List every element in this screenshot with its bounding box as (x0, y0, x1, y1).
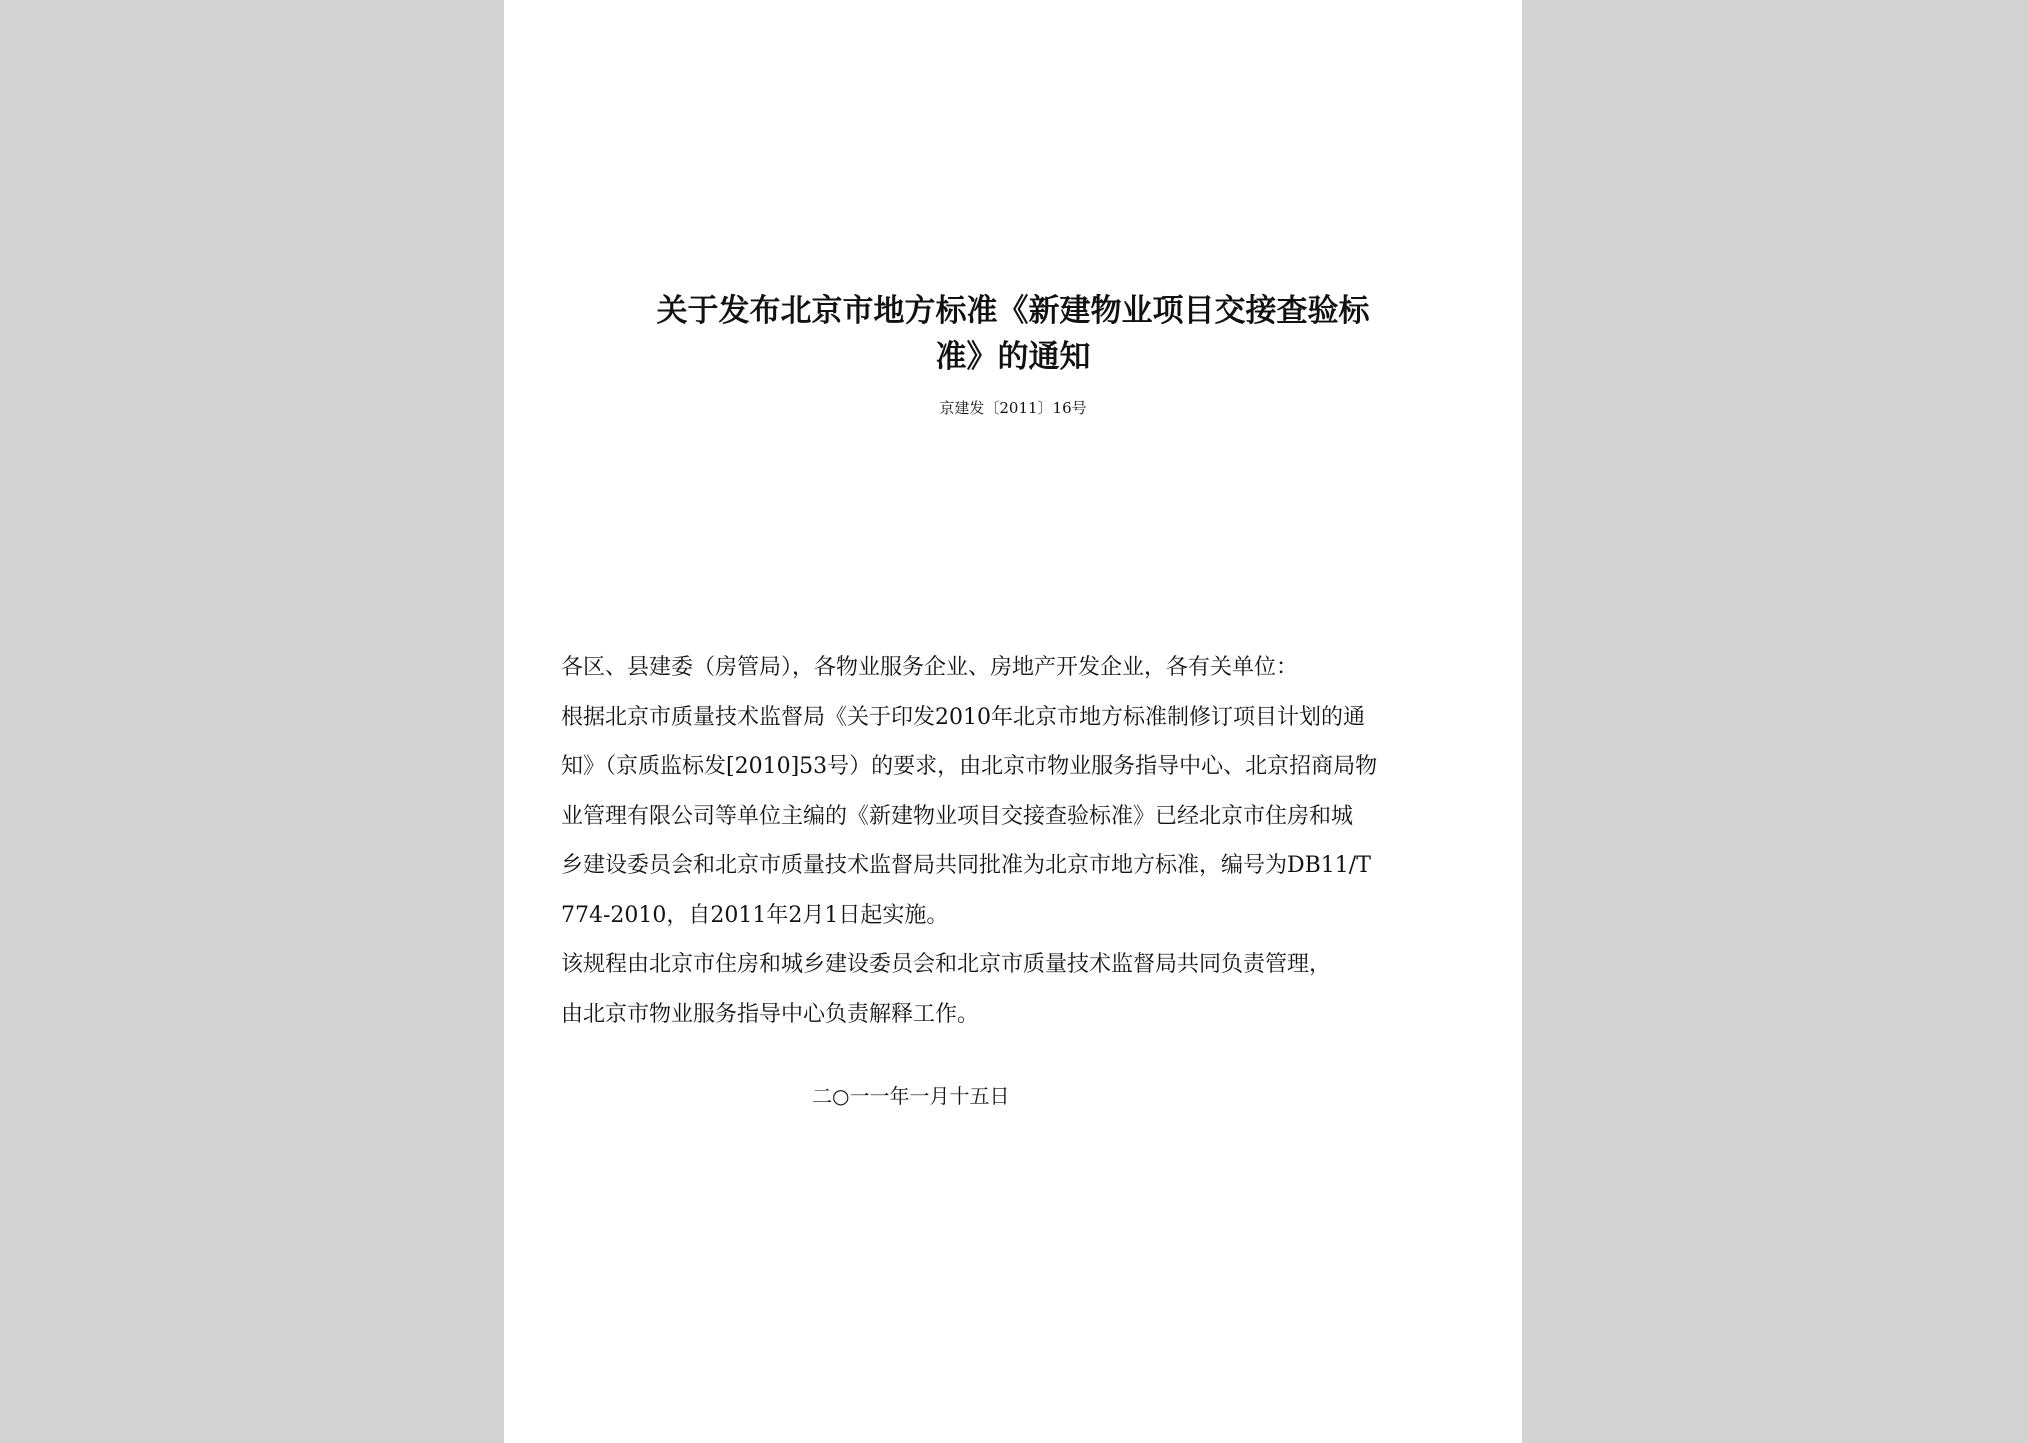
document-page (504, 0, 1522, 1443)
document-title (544, 288, 1482, 380)
document-body (561, 643, 1481, 1039)
body-line: 该规程由北京市住房和城乡建设委员会和北京市质量技术监督局共同负责管理， (561, 952, 1332, 977)
title-line-1: 关于发布北京市地方标准《新建物业项目交接查验标 (656, 293, 1370, 329)
body-line: 根据北京市质量技术监督局《关于印发2010年北京市地方标准制修订项目计划的通 (561, 704, 1365, 730)
addressee-line: 各区、县建委（房管局），各物业服务企业、房地产开发企业，各有关单位： (561, 655, 1299, 680)
body-line: 由北京市物业服务指导中心负责解释工作。 (561, 1001, 980, 1027)
body-line: 业管理有限公司等单位主编的《新建物业项目交接查验标准》已经北京市住房和城 (561, 803, 1354, 829)
body-line: 知》（京质监标发[2010]53号）的要求，由北京市物业服务指导中心、北京招商局物 (561, 754, 1378, 779)
title-line-2: 准》的通知 (935, 339, 1091, 375)
body-line: 乡建设委员会和北京市质量技术监督局共同批准为北京市地方标准，编号为DB11/T (561, 853, 1371, 878)
document-number: 京建发〔2011〕16号 (939, 399, 1087, 417)
body-line: 774-2010，自2011年2月1日起实施。 (561, 902, 949, 928)
document-date: 二○一一年一月十五日 (812, 1084, 1010, 1108)
